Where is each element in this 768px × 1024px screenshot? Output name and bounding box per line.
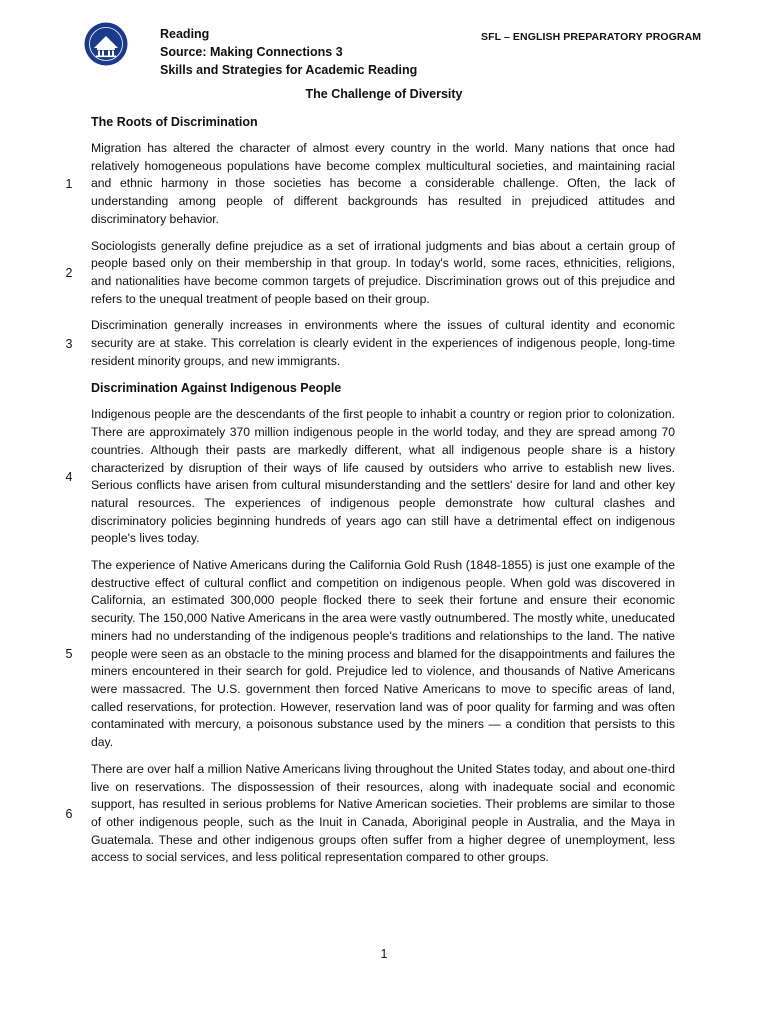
paragraph-number: 3	[65, 336, 73, 351]
paragraph	[65, 140, 675, 229]
paragraph	[65, 406, 675, 548]
reading-body	[65, 113, 675, 876]
program-name: SFL – ENGLISH PREPARATORY PROGRAM	[481, 31, 702, 43]
paragraph-text: There are over half a million Native Americans living throughout the United States today, and about one-third live on reservations. The dispossession of their resources, along with inadequate social and economic support, has resulted in serious problems for Native American societies. Their problems are similar to those of other indigenous people, such as the Inuit in Canada, Aboriginal people in Australia, and the Maya in Guatemala. These and other indigenous groups often suffer from a higher degree of unemployment, less access to social services, and less political representation compared to other groups.	[91, 761, 675, 865]
header-course: Reading	[160, 27, 210, 41]
paragraph	[65, 761, 675, 867]
paragraph-text: Sociologists generally define prejudice as a set of irrational judgments and bias about a certain group of people based only on their membership in that group. In today's world, some races, ethnicities, religions, and nationalities have become common targets of prejudice. Discrimination grows out of this prejudice and refers to the unequal treatment of people based on their group.	[91, 238, 675, 306]
document-header	[160, 25, 417, 79]
paragraph	[65, 317, 675, 370]
paragraph-number: 6	[65, 806, 73, 821]
paragraph	[65, 557, 675, 752]
paragraph-number: 5	[65, 647, 73, 662]
section-heading: The Roots of Discrimination	[91, 115, 258, 129]
header-source: Source: Making Connections 3	[160, 45, 343, 59]
section-heading: Discrimination Against Indigenous People	[91, 381, 342, 396]
document-title: The Challenge of Diversity	[305, 87, 463, 101]
header-subtitle: Skills and Strategies for Academic Reading	[160, 63, 418, 77]
paragraph-text: The experience of Native Americans during the California Gold Rush (1848-1855) is just one example of the destructive effect of cultural conflict and competition on indigenous people. When gold was discovered in California, an estimated 300,000 people flocked there to seek their fortune and ensure their economic security. The 150,000 Native Americans in the area were vastly outnumbered. The mostly white, uneducated miners had no understanding of the indigenous people's traditions and relationships to the land. The native people were seen as an obstacle to the mining process and blamed for the disappointments and failures the miners encountered in their search for gold. Prejudice led to violence, and thousands of Native Americans were massacred. The U.S. government then forced Native Americans to move to specific areas of land, called reservations, for protection. However, reservation land was of poor quality for farming and was often contaminated with mercury, a poisonous substance used by the miners — a condition that persists to this day.	[91, 558, 675, 750]
paragraph-text: Migration has altered the character of almost every country in the world. Many nations that once had relatively homogeneous populations have become complex multicultural societies, and maintaining racial and ethnic harmony in those societies has become a considerable challenge. Often, the lack of understanding among people of different backgrounds has resulted in prejudiced attitudes and discriminatory behavior.	[91, 141, 675, 226]
paragraph	[65, 238, 675, 309]
paragraph-text: Discrimination generally increases in environments where the issues of cultural identity and economic security are at stake. This correlation is clearly evident in the experiences of indigenous people, long-time resident minority groups, and new immigrants.	[91, 318, 675, 368]
page-number: 1	[380, 947, 388, 961]
paragraph-number: 4	[65, 470, 73, 485]
paragraph-number: 1	[65, 177, 73, 192]
paragraph-text: Indigenous people are the descendants of the first people to inhabit a country or region prior to colonization. There are approximately 370 million indigenous people in the world today, and they are spread among 70 countries. Although their pasts are markedly different, what all indigenous people share is a history characterized by disruption of their ways of life caused by outsiders who arrive to establish new lives. Serious conflicts have arisen from cultural misunderstanding and the settlers' desire for land and other key natural resources. The experiences of indigenous people demonstrate how cultural clashes and discriminatory policies beginning hundreds of years ago can still have a detrimental effect on indigenous people's lives today.	[91, 407, 675, 546]
university-seal-icon	[84, 22, 128, 66]
paragraph-number: 2	[65, 265, 73, 280]
